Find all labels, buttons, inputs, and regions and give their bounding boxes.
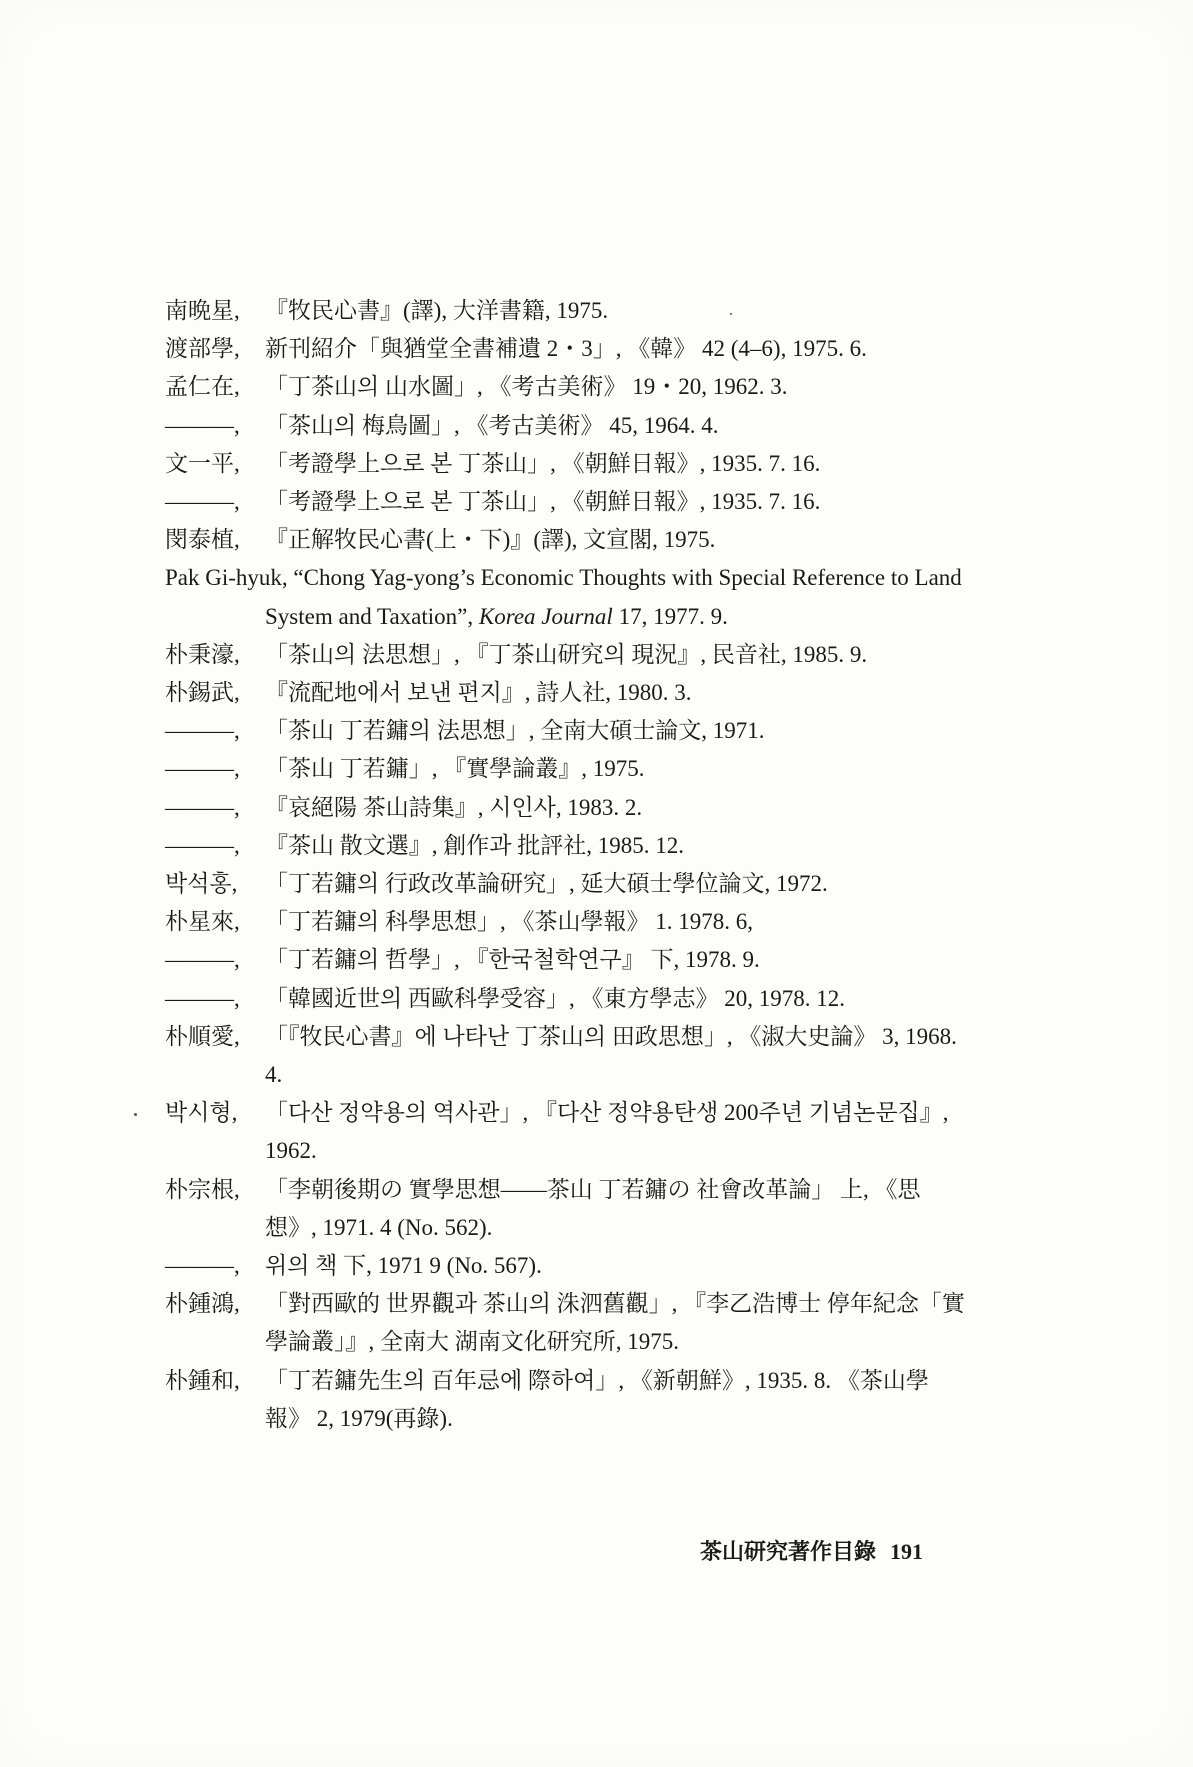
entry-author: 朴星來, [165, 909, 240, 935]
entry-citation: 「茶山의 法思想」, 『丁茶山研究의 現況』, 民音社, 1985. 9. [265, 641, 868, 667]
entry-citation: 위의 책 下, 1971 9 (No. 567). [265, 1253, 542, 1279]
entry-citation [265, 565, 962, 628]
entry-author: 朴鍾和, [165, 1367, 240, 1393]
bibliography-entry [165, 521, 965, 559]
bibliography-entry [165, 330, 965, 368]
entry-author: ———, [165, 489, 240, 515]
entry-author: 朴錫武, [165, 680, 240, 706]
bibliography-entry [165, 750, 965, 788]
print-speck [134, 1113, 137, 1116]
entry-citation: 「茶山 丁若鏞의 法思想」, 全南大碩士論文, 1971. [265, 718, 765, 744]
bibliography-entry [165, 1018, 965, 1094]
entry-author: ———, [165, 412, 240, 438]
bibliography-entry [165, 445, 965, 483]
entry-citation: 「丁若鏞의 行政改革論研究」, 延大碩士學位論文, 1972. [265, 871, 828, 897]
bibliography-entry [165, 903, 965, 941]
entry-citation: 「다산 정약용의 역사관」, 『다산 정약용탄생 200주년 기념논문집』, 1962. [265, 1100, 949, 1164]
bibliography-entry [165, 292, 965, 330]
entry-citation: 『流配地에서 보낸 편지』, 詩人社, 1980. 3. [265, 680, 692, 706]
entry-citation: 新刊紹介「與猶堂全書補遺 2・3」, 《韓》 42 (4–6), 1975. 6. [265, 336, 867, 362]
bibliography-entry [165, 407, 965, 445]
bibliography-entry [165, 865, 965, 903]
bibliography-entry [165, 827, 965, 865]
entry-author: 朴順愛, [165, 1023, 240, 1049]
entry-citation: 「茶山 丁若鏞」, 『實學論叢』, 1975. [265, 756, 645, 782]
entry-citation-title: “Chong Yag-yong’s Economic Thoughts with Special Reference to Land System and Taxation”, [265, 565, 962, 629]
entry-citation: 『哀絕陽 茶山詩集』, 시인사, 1983. 2. [265, 794, 643, 820]
entry-author: 孟仁在, [165, 374, 240, 400]
entry-journal: Korea Journal [478, 603, 613, 629]
entry-author: ———, [165, 832, 240, 858]
entry-author: 朴鍾鴻, [165, 1291, 240, 1317]
entry-author: ———, [165, 794, 240, 820]
entry-author: Pak Gi-hyuk, [165, 565, 288, 591]
entry-author: 朴秉濠, [165, 641, 240, 667]
entry-citation: 「丁若鏞의 科學思想」, 《茶山學報》 1. 1978. 6, [265, 909, 753, 935]
entry-author: 박시형, [165, 1100, 238, 1126]
entry-author: ———, [165, 947, 240, 973]
bibliography-entry [165, 368, 965, 406]
bibliography-entry [165, 636, 965, 674]
bibliography-entry [165, 483, 965, 521]
bibliography-entry [165, 674, 965, 712]
entry-citation: 「韓國近世의 西歐科學受容」, 《東方學志》 20, 1978. 12. [265, 985, 845, 1011]
entry-author: ———, [165, 756, 240, 782]
entry-author: 渡部學, [165, 336, 240, 362]
bibliography-entry [165, 980, 965, 1018]
entry-author: 南晩星, [165, 298, 240, 323]
entry-citation: 「『牧民心書』에 나타난 丁茶山의 田政思想」, 《淑大史論》 3, 1968. 4. [265, 1023, 957, 1088]
footer-title: 茶山研究著作目錄 [700, 1539, 877, 1564]
bibliography-entry [165, 1362, 965, 1438]
page-number: 191 [890, 1539, 924, 1564]
entry-citation: 『茶山 散文選』, 創作과 批評社, 1985. 12. [265, 832, 684, 858]
entry-author: 박석홍, [165, 871, 238, 897]
entry-citation: 『牧民心書』(譯), 大洋書籍, 1975. [265, 298, 609, 323]
running-footer [700, 1535, 923, 1566]
entry-citation: 『正解牧民心書(上・下)』(譯), 文宣閣, 1975. [265, 527, 716, 553]
entry-citation: 「對西歐的 世界觀과 茶山의 洙泗舊觀」, 『李乙浩博士 停年紀念「實學論叢」』, 全南大 湖南文化研究所, 1975. [265, 1291, 965, 1355]
bibliography-entry [165, 789, 965, 827]
entry-citation-issue: 17, 1977. 9. [612, 603, 728, 629]
bibliography-entry [165, 941, 965, 979]
entry-author: 文一平, [165, 450, 240, 476]
entry-citation: 「考證學上으로 본 丁茶山」, 《朝鮮日報》, 1935. 7. 16. [265, 489, 821, 515]
entry-author: 朴宗根, [165, 1176, 240, 1202]
bibliography-entry [165, 559, 965, 635]
bibliography-entry [165, 712, 965, 750]
entry-author: 閔泰植, [165, 527, 240, 553]
bibliography-entry [165, 1094, 965, 1170]
entry-citation: 「丁若鏞의 哲學」, 『한국철학연구』 下, 1978. 9. [265, 947, 760, 973]
entry-citation: 「丁茶山의 山水圖」, 《考古美術》 19・20, 1962. 3. [265, 374, 788, 400]
bibliography-list [165, 292, 965, 1438]
bibliography-entry [165, 1285, 965, 1361]
print-speck [730, 313, 732, 315]
entry-author: ———, [165, 718, 240, 744]
entry-citation: 「丁若鏞先生의 百年忌에 際하여」, 《新朝鮮》, 1935. 8. 《茶山學報》 2, 1979(再錄). [265, 1367, 929, 1431]
entry-citation: 「李朝後期の 實學思想——茶山 丁若鏞の 社會改革論」 上, 《思想》, 1971. 4 (No. 562). [265, 1176, 921, 1240]
bibliography-entry [165, 1171, 965, 1247]
entry-citation: 「考證學上으로 본 丁茶山」, 《朝鮮日報》, 1935. 7. 16. [265, 450, 821, 476]
entry-author: ———, [165, 1253, 240, 1279]
entry-citation: 「茶山의 梅鳥圖」, 《考古美術》 45, 1964. 4. [265, 412, 719, 438]
bibliography-entry [165, 1247, 965, 1285]
entry-author: ———, [165, 985, 240, 1011]
